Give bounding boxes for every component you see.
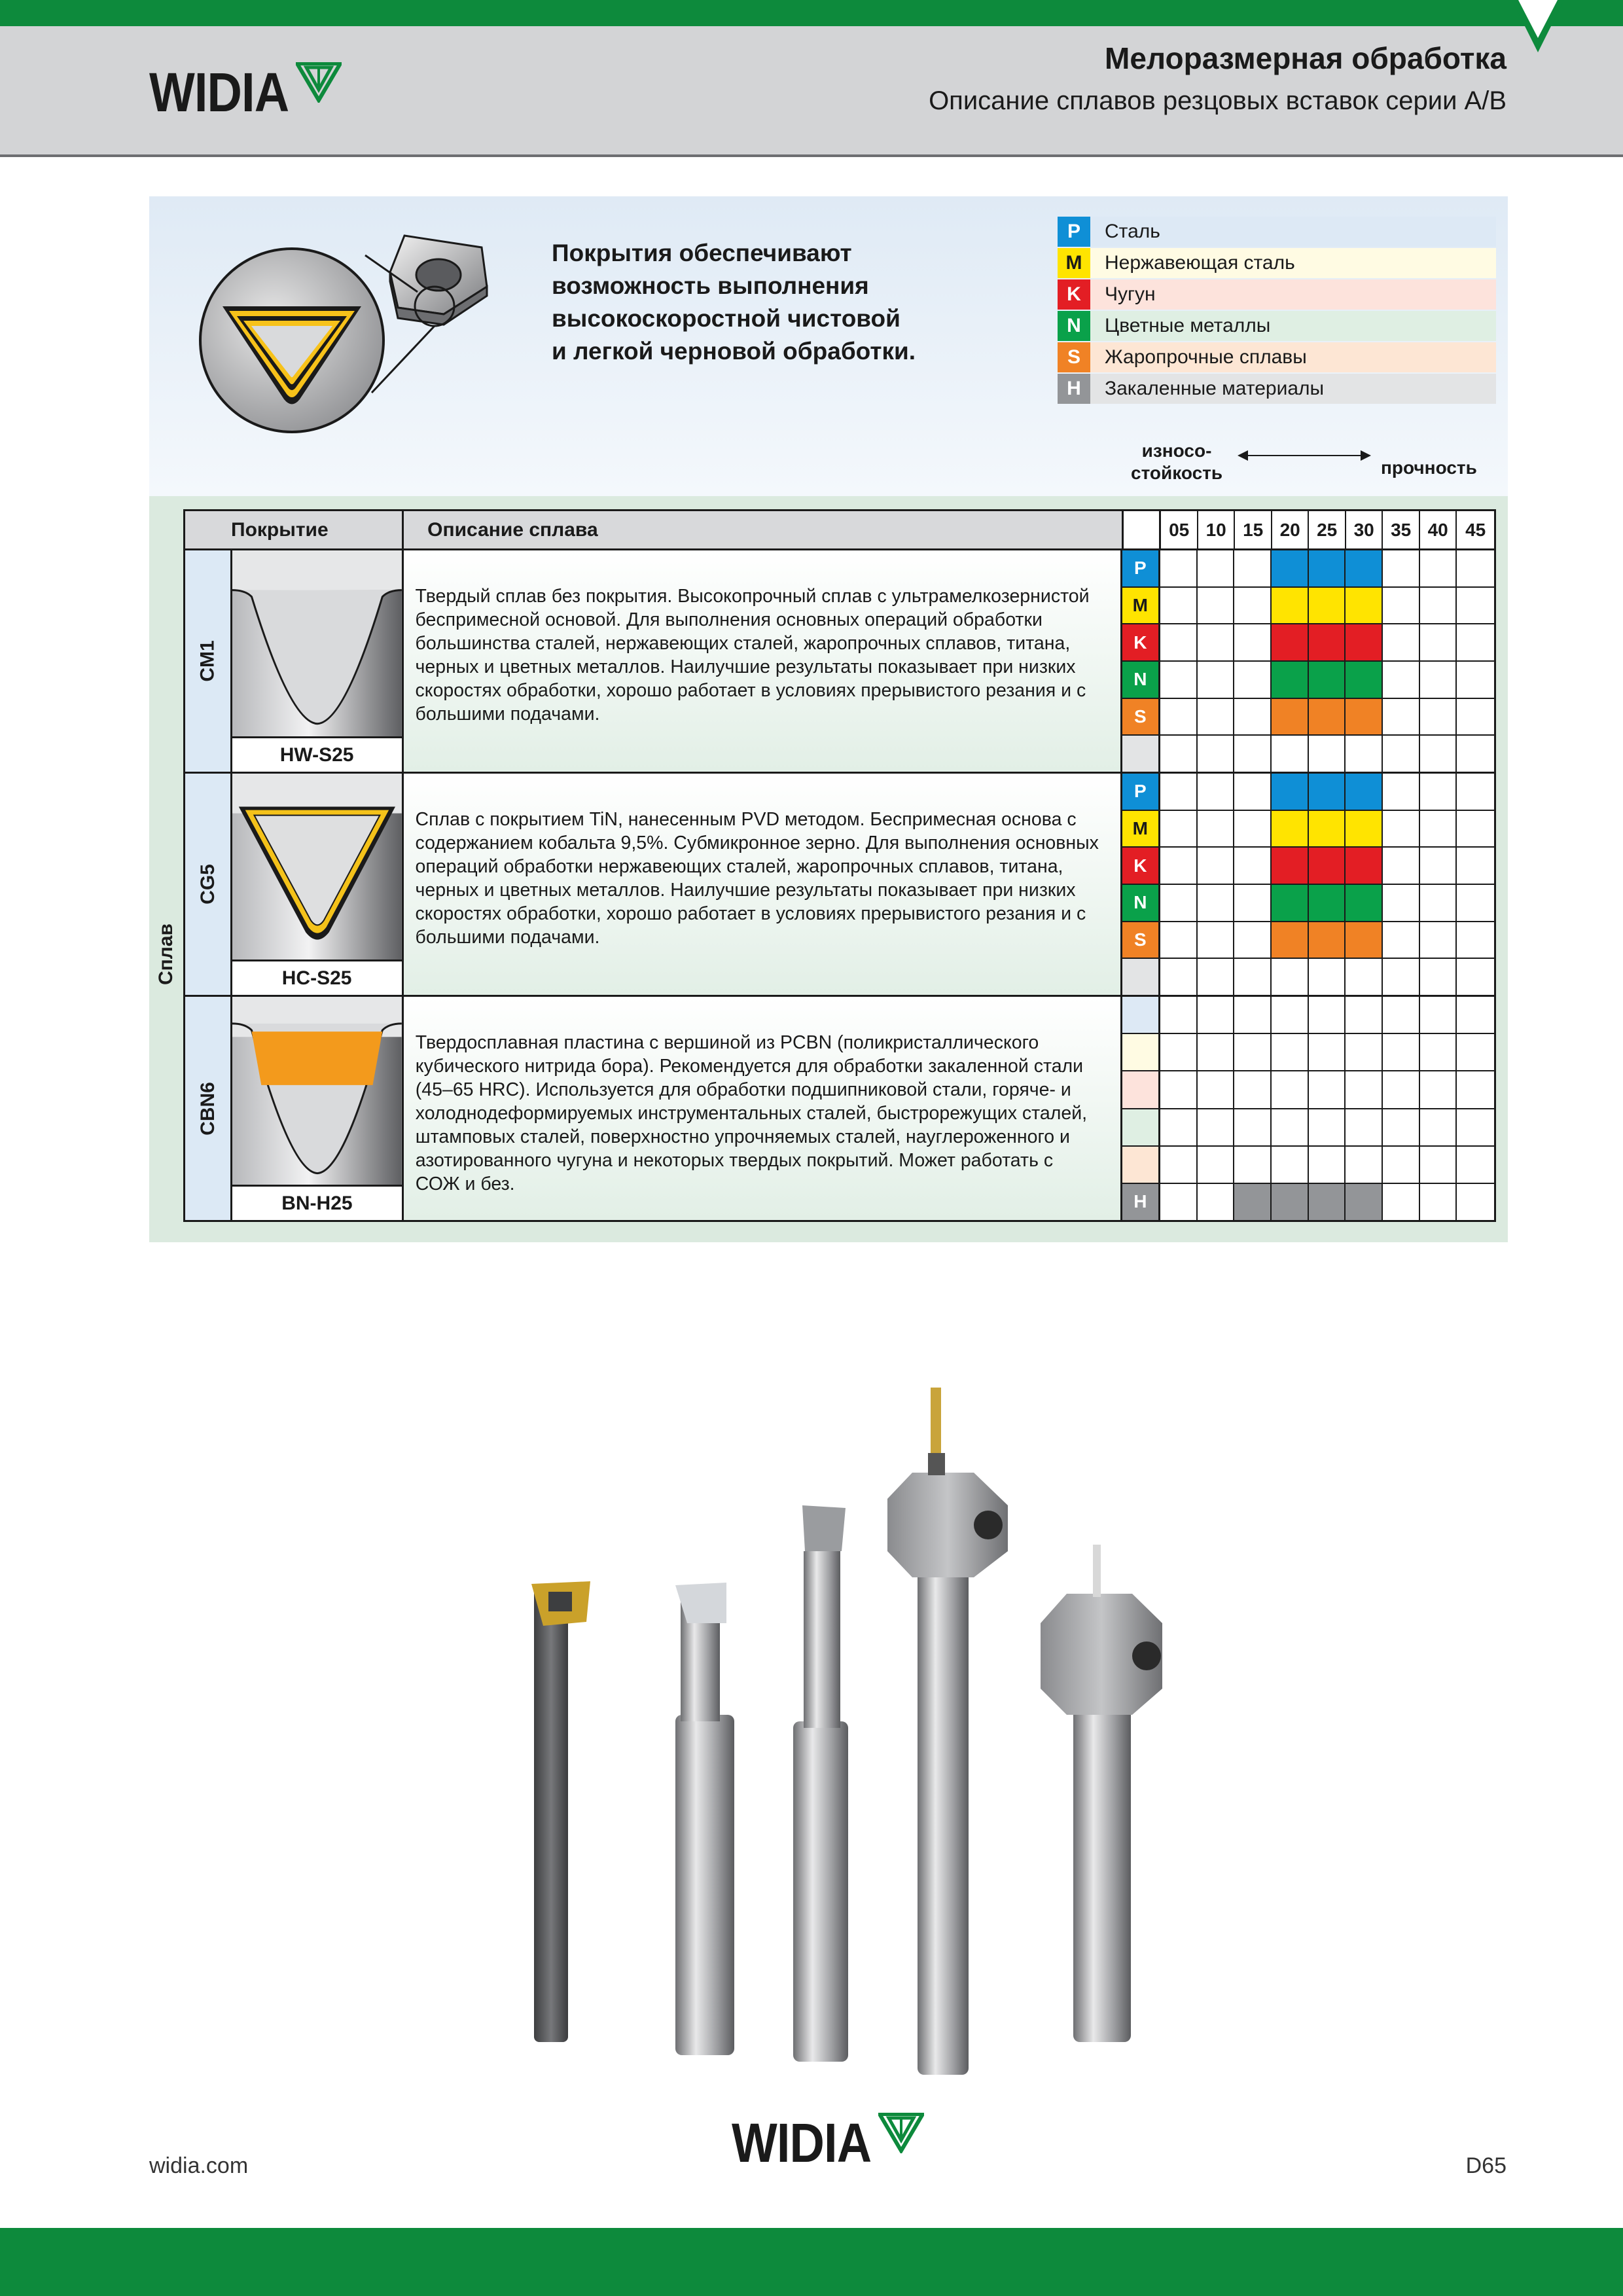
matrix-cell <box>1272 1034 1309 1070</box>
matrix-cell <box>1383 550 1420 586</box>
matrix-material-letter <box>1122 1034 1160 1070</box>
legend-row-h <box>1058 373 1496 404</box>
matrix-cell <box>1272 1071 1309 1107</box>
matrix-cell <box>1309 1071 1346 1107</box>
logo-triangle-icon <box>296 62 342 103</box>
matrix-cell <box>1346 922 1383 958</box>
table-header <box>185 511 1494 550</box>
matrix-cell <box>1198 1034 1235 1070</box>
matrix-cell <box>1160 1109 1198 1145</box>
matrix-cell <box>1160 1071 1198 1107</box>
scale-wear-line: износо- <box>1141 440 1212 461</box>
matrix-cell <box>1420 811 1457 847</box>
matrix-cell <box>1234 736 1272 772</box>
matrix-cell <box>1160 811 1198 847</box>
matrix-material-letter <box>1122 736 1160 772</box>
material-legend <box>1058 216 1496 404</box>
grade-table <box>183 509 1496 1222</box>
legend-row-k <box>1058 279 1496 310</box>
matrix-cell <box>1383 588 1420 624</box>
matrix-cell <box>1383 624 1420 660</box>
legend-label: Закаленные материалы <box>1090 374 1496 404</box>
matrix-cell <box>1160 588 1198 624</box>
matrix-cell <box>1346 588 1383 624</box>
matrix-cell <box>1198 811 1235 847</box>
matrix-cell <box>1160 1147 1198 1183</box>
matrix-cell <box>1457 848 1494 884</box>
matrix-cell <box>1346 774 1383 810</box>
logo-triangle-icon <box>878 2113 924 2153</box>
matrix-cell <box>1160 848 1198 884</box>
intro-panel <box>149 196 1508 496</box>
matrix-cell <box>1160 624 1198 660</box>
application-matrix <box>1122 774 1494 995</box>
matrix-cell <box>1309 699 1346 735</box>
matrix-cell <box>1234 848 1272 884</box>
matrix-cell <box>1272 1184 1309 1220</box>
matrix-cell <box>1420 662 1457 698</box>
matrix-material-letter: K <box>1122 624 1160 660</box>
grade-image <box>232 774 402 960</box>
matrix-cell <box>1383 1184 1420 1220</box>
intro-line: высокоскоростной чистовой <box>552 305 901 332</box>
matrix-material-letter <box>1122 997 1160 1033</box>
row-group-label-text: Сплав <box>155 924 177 985</box>
matrix-cell <box>1309 922 1346 958</box>
matrix-cell <box>1198 588 1235 624</box>
matrix-cell <box>1234 699 1272 735</box>
matrix-cell <box>1346 662 1383 698</box>
matrix-cell <box>1309 848 1346 884</box>
legend-letter: S <box>1058 342 1090 372</box>
matrix-cell <box>1346 1071 1383 1107</box>
matrix-cell <box>1234 624 1272 660</box>
matrix-cell <box>1272 1147 1309 1183</box>
pcbn-tipped-insert-icon <box>232 997 402 1185</box>
matrix-cell <box>1346 699 1383 735</box>
intro-statement <box>552 237 957 368</box>
matrix-cell <box>1346 848 1383 884</box>
matrix-row <box>1122 1034 1494 1071</box>
matrix-cell <box>1198 1147 1235 1183</box>
grade-description: Твердосплавная пластина с вершиной из PCBN (поликристаллического кубического нитрида бора). Рекомендуется для обработки закаленной стали (45–65 HRC). Используется для обработки подшипниковой стали, горяче- и холоднодеформируемых инструментальных сталей, быстрорежущих сталей, штамповых сталей, поверхностно упрочняемых сталей, науглероженного и азотированного чугуна и некоторых твердых покрытий. Может работать с СОЖ и без. <box>404 997 1122 1220</box>
legend-letter: P <box>1058 217 1090 247</box>
intro-line: возможность выполнения <box>552 272 869 299</box>
matrix-cell <box>1309 588 1346 624</box>
logo-wordmark: WIDIA <box>149 62 289 123</box>
matrix-cell <box>1309 885 1346 921</box>
matrix-cell <box>1198 959 1235 995</box>
matrix-row <box>1122 1109 1494 1147</box>
matrix-material-letter: K <box>1122 848 1160 884</box>
matrix-cell <box>1309 959 1346 995</box>
double-arrow-icon <box>1239 455 1370 456</box>
matrix-cell <box>1309 624 1346 660</box>
matrix-cell <box>1272 736 1309 772</box>
matrix-cell <box>1234 550 1272 586</box>
legend-label: Сталь <box>1090 217 1496 247</box>
matrix-cell <box>1457 550 1494 586</box>
grade-name: CG5 <box>196 864 219 905</box>
legend-label: Нержавеющая сталь <box>1090 248 1496 278</box>
grade-code: HC-S25 <box>232 960 402 995</box>
page-subtitle: Описание сплавов резцовых вставок серии A/B <box>929 86 1507 115</box>
matrix-cell <box>1234 959 1272 995</box>
matrix-cell <box>1420 1109 1457 1145</box>
legend-letter: N <box>1058 311 1090 341</box>
matrix-cell <box>1160 1034 1198 1070</box>
matrix-cell <box>1346 1147 1383 1183</box>
matrix-cell <box>1198 1071 1235 1107</box>
legend-row-p <box>1058 216 1496 247</box>
matrix-cell <box>1346 811 1383 847</box>
col-header-scale: 05 <box>1161 511 1198 548</box>
matrix-row <box>1122 699 1494 736</box>
matrix-cell <box>1272 624 1309 660</box>
matrix-cell <box>1383 1109 1420 1145</box>
grade-description: Сплав с покрытием TiN, нанесенным PVD методом. Беспримесная основа с содержанием кобальта 9,5%. Субмикронное зерно. Для выполнения основных операций обработки нержавеющих сталей, жаропрочных сплавов, титана, черных и цветных металлов. Наилучшие результаты показывает при низких скоростях обработки, хорошо работает в условиях прерывистого резания и с большими подачами. <box>404 774 1122 995</box>
legend-label: Чугун <box>1090 279 1496 310</box>
matrix-cell <box>1309 662 1346 698</box>
matrix-cell <box>1234 997 1272 1033</box>
matrix-cell <box>1346 736 1383 772</box>
matrix-cell <box>1346 959 1383 995</box>
matrix-cell <box>1383 885 1420 921</box>
grade-row-cbn6 <box>185 997 1494 1220</box>
col-header-scale: 15 <box>1235 511 1272 548</box>
matrix-cell <box>1420 1034 1457 1070</box>
matrix-cell <box>1160 959 1198 995</box>
footer-widia-logo <box>732 2112 924 2174</box>
col-header-scale: 20 <box>1272 511 1310 548</box>
matrix-cell <box>1160 550 1198 586</box>
matrix-cell <box>1420 848 1457 884</box>
matrix-cell <box>1272 959 1309 995</box>
matrix-material-letter: S <box>1122 922 1160 958</box>
matrix-row <box>1122 848 1494 885</box>
legend-letter: K <box>1058 279 1090 310</box>
matrix-cell <box>1457 1147 1494 1183</box>
matrix-cell <box>1309 774 1346 810</box>
grade-name-cell <box>185 774 232 995</box>
grade-image-cell <box>232 550 404 772</box>
matrix-cell <box>1198 662 1235 698</box>
intro-line: и легкой черновой обработки. <box>552 338 916 365</box>
col-header-scale: 45 <box>1465 519 1486 540</box>
matrix-cell <box>1198 736 1235 772</box>
insert-coating-illustration <box>169 209 535 445</box>
matrix-cell <box>1198 922 1235 958</box>
grade-row-cg5 <box>185 774 1494 997</box>
matrix-cell <box>1457 774 1494 810</box>
scale-wear-line: стойкость <box>1131 463 1223 483</box>
matrix-cell <box>1420 774 1457 810</box>
matrix-cell <box>1383 959 1420 995</box>
grade-name: CBN6 <box>196 1081 219 1136</box>
matrix-cell <box>1420 959 1457 995</box>
matrix-cell <box>1420 624 1457 660</box>
matrix-row <box>1122 662 1494 699</box>
matrix-row <box>1122 1147 1494 1184</box>
matrix-cell <box>1457 662 1494 698</box>
matrix-cell <box>1160 736 1198 772</box>
matrix-cell <box>1383 1147 1420 1183</box>
matrix-cell <box>1420 699 1457 735</box>
matrix-cell <box>1272 1109 1309 1145</box>
application-matrix <box>1122 550 1494 772</box>
matrix-cell <box>1198 997 1235 1033</box>
matrix-material-letter: P <box>1122 550 1160 586</box>
matrix-cell <box>1457 922 1494 958</box>
matrix-cell <box>1346 997 1383 1033</box>
matrix-cell <box>1346 1109 1383 1145</box>
matrix-cell <box>1272 922 1309 958</box>
matrix-cell <box>1420 550 1457 586</box>
grade-image-cell <box>232 774 404 995</box>
row-group-label <box>149 915 183 994</box>
matrix-cell <box>1160 1184 1198 1220</box>
matrix-row <box>1122 550 1494 588</box>
matrix-cell <box>1272 550 1309 586</box>
grade-row-cm1 <box>185 550 1494 774</box>
matrix-cell <box>1420 1147 1457 1183</box>
col-header-scale: 10 <box>1198 511 1236 548</box>
matrix-cell <box>1383 1034 1420 1070</box>
matrix-cell <box>1383 699 1420 735</box>
matrix-cell <box>1457 699 1494 735</box>
matrix-cell <box>1160 997 1198 1033</box>
matrix-cell <box>1457 624 1494 660</box>
logo-wordmark: WIDIA <box>732 2112 872 2174</box>
legend-label: Жаропрочные сплавы <box>1090 342 1496 372</box>
page-number: D65 <box>1465 2153 1507 2178</box>
matrix-cell <box>1160 774 1198 810</box>
col-header-scale: 30 <box>1346 511 1383 548</box>
matrix-material-letter: H <box>1122 1184 1160 1220</box>
matrix-cell <box>1234 1071 1272 1107</box>
matrix-material-letter: M <box>1122 588 1160 624</box>
matrix-cell <box>1457 588 1494 624</box>
matrix-cell <box>1198 848 1235 884</box>
matrix-row <box>1122 1184 1494 1220</box>
matrix-cell <box>1309 811 1346 847</box>
matrix-material-letter: N <box>1122 662 1160 698</box>
matrix-cell <box>1420 1071 1457 1107</box>
matrix-cell <box>1198 1109 1235 1145</box>
matrix-cell <box>1309 1109 1346 1145</box>
matrix-cell <box>1272 699 1309 735</box>
legend-row-s <box>1058 342 1496 373</box>
matrix-cell <box>1160 885 1198 921</box>
matrix-cell <box>1457 997 1494 1033</box>
grade-name-cell <box>185 997 232 1220</box>
matrix-row <box>1122 736 1494 772</box>
matrix-cell <box>1309 997 1346 1033</box>
grade-image <box>232 997 402 1185</box>
grade-rows <box>185 550 1494 1220</box>
matrix-cell <box>1198 624 1235 660</box>
grade-code: BN-H25 <box>232 1185 402 1220</box>
grade-code: HW-S25 <box>232 736 402 772</box>
matrix-material-letter: N <box>1122 885 1160 921</box>
matrix-material-letter <box>1122 1071 1160 1107</box>
legend-label: Цветные металлы <box>1090 311 1496 341</box>
matrix-cell <box>1383 662 1420 698</box>
tin-coated-insert-tip-icon <box>232 774 402 960</box>
boring-tools-photo <box>419 1361 1270 2134</box>
widia-logo <box>149 62 342 123</box>
grade-description: Твердый сплав без покрытия. Высокопрочный сплав с ультрамелкозернистой беспримесной основой. Для выполнения основных операций обработки большинства сталей, нержавеющих сталей, жаропрочных сплавов, титана, черных и цветных металлов. Наилучшие результаты показывает при низких скоростях обработки, хорошо работает в условиях прерывистого резания и с большими подачами. <box>404 550 1122 772</box>
matrix-row <box>1122 1071 1494 1109</box>
page-title: Мелоразмерная обработка <box>1105 41 1507 75</box>
matrix-cell <box>1420 736 1457 772</box>
matrix-cell <box>1198 885 1235 921</box>
matrix-cell <box>1272 885 1309 921</box>
matrix-cell <box>1383 736 1420 772</box>
matrix-material-letter: P <box>1122 774 1160 810</box>
matrix-cell <box>1420 885 1457 921</box>
matrix-cell <box>1309 736 1346 772</box>
col-header-coating: Покрытие <box>185 511 404 548</box>
matrix-cell <box>1234 588 1272 624</box>
matrix-cell <box>1272 997 1309 1033</box>
matrix-cell <box>1457 811 1494 847</box>
scale-label-strength: прочность <box>1381 457 1477 478</box>
matrix-cell <box>1234 1034 1272 1070</box>
footer-url-link[interactable]: widia.com <box>149 2153 249 2178</box>
application-matrix <box>1122 997 1494 1220</box>
matrix-material-letter: M <box>1122 811 1160 847</box>
matrix-cell <box>1457 1071 1494 1107</box>
matrix-row <box>1122 774 1494 811</box>
bottom-green-strip <box>0 2228 1623 2296</box>
matrix-cell <box>1309 1147 1346 1183</box>
matrix-cell <box>1309 550 1346 586</box>
matrix-cell <box>1346 885 1383 921</box>
matrix-cell <box>1457 959 1494 995</box>
grade-image-cell <box>232 997 404 1220</box>
matrix-cell <box>1234 1147 1272 1183</box>
matrix-cell <box>1383 811 1420 847</box>
matrix-cell <box>1346 1034 1383 1070</box>
intro-line: Покрытия обеспечивают <box>552 240 852 266</box>
col-header-scale: 25 <box>1309 511 1346 548</box>
matrix-cell <box>1383 774 1420 810</box>
matrix-cell <box>1420 588 1457 624</box>
matrix-cell <box>1198 774 1235 810</box>
matrix-material-letter: S <box>1122 699 1160 735</box>
matrix-cell <box>1420 997 1457 1033</box>
matrix-cell <box>1309 1034 1346 1070</box>
matrix-cell <box>1160 699 1198 735</box>
legend-letter: H <box>1058 374 1090 404</box>
matrix-material-letter <box>1122 1109 1160 1145</box>
matrix-cell <box>1198 550 1235 586</box>
matrix-cell <box>1234 662 1272 698</box>
matrix-material-letter <box>1122 959 1160 995</box>
matrix-row <box>1122 885 1494 922</box>
matrix-row <box>1122 959 1494 995</box>
col-header-scale: 35 <box>1383 511 1420 548</box>
matrix-cell <box>1198 1184 1235 1220</box>
matrix-cell <box>1346 550 1383 586</box>
matrix-cell <box>1346 1184 1383 1220</box>
matrix-cell <box>1420 922 1457 958</box>
grade-name: CM1 <box>196 640 219 682</box>
matrix-cell <box>1234 1109 1272 1145</box>
matrix-cell <box>1457 885 1494 921</box>
corner-tab-inner <box>1518 0 1558 38</box>
matrix-cell <box>1234 774 1272 810</box>
matrix-cell <box>1160 922 1198 958</box>
matrix-cell <box>1309 1184 1346 1220</box>
col-header-material <box>1124 511 1162 548</box>
matrix-row <box>1122 922 1494 960</box>
matrix-cell <box>1457 736 1494 772</box>
matrix-cell <box>1383 997 1420 1033</box>
matrix-cell <box>1234 922 1272 958</box>
matrix-cell <box>1272 588 1309 624</box>
matrix-material-letter <box>1122 1147 1160 1183</box>
legend-letter: M <box>1058 248 1090 278</box>
uncoated-insert-tip-icon <box>232 550 402 736</box>
matrix-cell <box>1272 662 1309 698</box>
matrix-row <box>1122 588 1494 625</box>
matrix-cell <box>1198 699 1235 735</box>
matrix-cell <box>1346 624 1383 660</box>
matrix-row <box>1122 624 1494 662</box>
matrix-cell <box>1272 811 1309 847</box>
grade-name-cell <box>185 550 232 772</box>
matrix-row <box>1122 811 1494 848</box>
matrix-cell <box>1272 774 1309 810</box>
matrix-cell <box>1383 1071 1420 1107</box>
col-header-description: Описание сплава <box>404 511 1123 548</box>
matrix-cell <box>1457 1109 1494 1145</box>
matrix-cell <box>1272 848 1309 884</box>
matrix-cell <box>1383 922 1420 958</box>
grade-table-panel <box>149 496 1508 1242</box>
legend-row-m <box>1058 247 1496 279</box>
matrix-cell <box>1160 662 1198 698</box>
matrix-row <box>1122 997 1494 1034</box>
matrix-cell <box>1383 848 1420 884</box>
scale-label-wear-resistance <box>1131 440 1222 484</box>
col-header-scale: 40 <box>1420 511 1457 548</box>
matrix-cell <box>1420 1184 1457 1220</box>
legend-row-n <box>1058 310 1496 342</box>
matrix-cell <box>1234 885 1272 921</box>
top-green-strip <box>0 0 1623 26</box>
matrix-cell <box>1234 811 1272 847</box>
matrix-cell <box>1457 1034 1494 1070</box>
grade-image <box>232 550 402 736</box>
matrix-cell <box>1234 1184 1272 1220</box>
matrix-cell <box>1457 1184 1494 1220</box>
